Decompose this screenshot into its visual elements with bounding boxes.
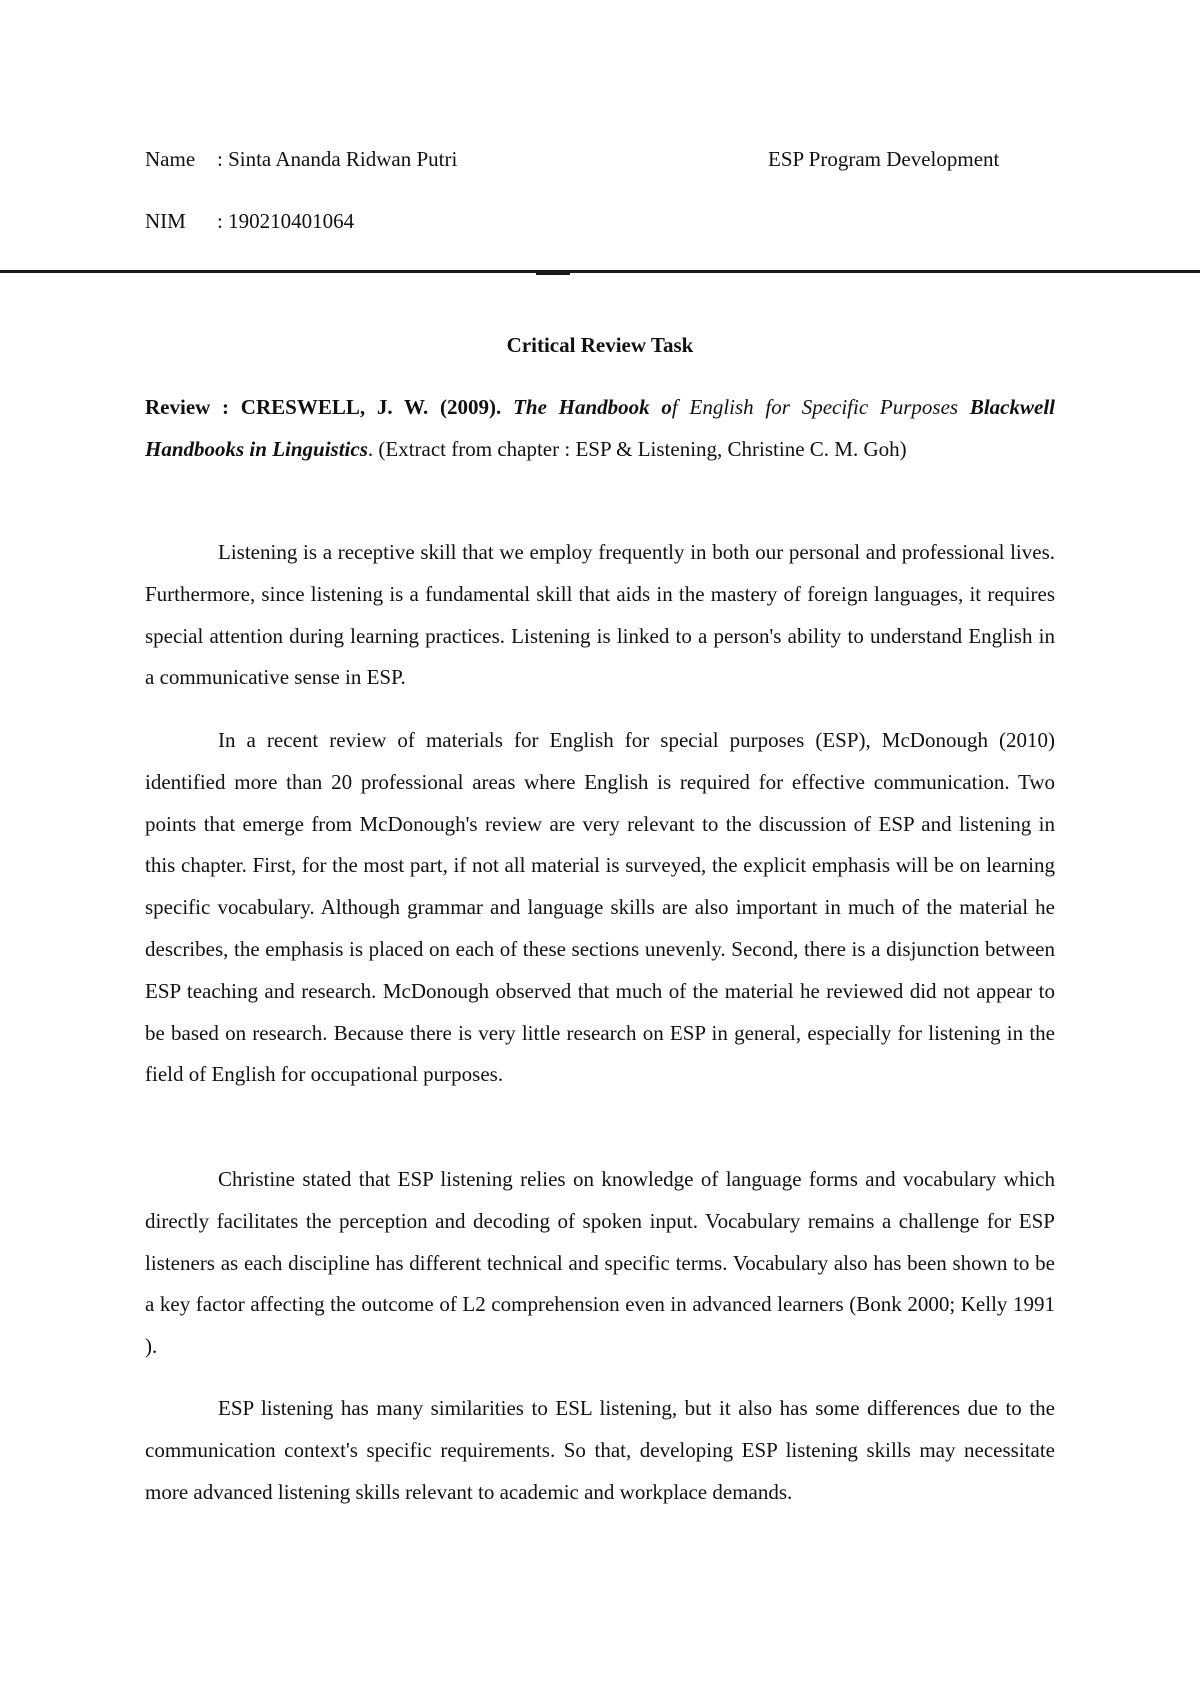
extract-note: . (Extract from chapter : ESP & Listening, Christine C. M. Goh) (367, 436, 907, 461)
name-line (145, 145, 457, 173)
nim-line (145, 207, 354, 235)
page-title: Critical Review Task (506, 333, 694, 357)
review-citation (145, 387, 1055, 471)
series-title: Blackwell Handbooks in Linguistics (145, 395, 1056, 461)
header-divider-mark (536, 273, 570, 275)
nim-label: NIM (145, 209, 186, 233)
student-nim: : 190210401064 (217, 209, 355, 233)
paragraph-2: In a recent review of materials for English for special purposes (ESP), McDonough (2010) identified more than 20 professional areas where English is required for effective communication. Two points that emerge from McDonough's review are very relevant to the discussion of ESP and listening in this chapter. First, for the most part, if not all material is surveyed, the explicit emphasis will be on learning specific vocabulary. Although grammar and language skills are also important in much of the material he describes, the emphasis is placed on each of these sections unevenly. Second, there is a disjunction between ESP teaching and research. McDonough observed that much of the material he reviewed did not appear to be based on research. Because there is very little research on ESP in general, especially for listening in the field of English for occupational purposes. (145, 728, 1055, 1087)
student-name: : Sinta Ananda Ridwan Putri (217, 147, 458, 171)
course-title: ESP Program Development (768, 147, 1000, 171)
name-label: Name (145, 147, 196, 171)
review-prefix: Review : CRESWELL, J. W. (2009). (145, 395, 502, 419)
book-title-italic: f English for Specific Purposes (671, 395, 959, 419)
paragraph-3: Christine stated that ESP listening relies on knowledge of language forms and vocabulary which directly facilitates the perception and decoding of spoken input. Vocabulary remains a challenge for ESP listeners as each discipline has different technical and specific terms. Vocabulary also has been shown to be a key factor affecting the outcome of L2 comprehension even in advanced learners (Bonk 2000; Kelly 1991 ). (145, 1167, 1055, 1359)
book-title-bold: The Handbook o (513, 395, 672, 419)
header-divider (0, 270, 1200, 273)
paragraph-1: Listening is a receptive skill that we employ frequently in both our personal and professional lives. Furthermore, since listening is a fundamental skill that aids in the mastery of foreign languages, it requires special attention during learning practices. Listening is linked to a person's ability to understand English in a communicative sense in ESP. (145, 540, 1055, 690)
paragraph-4: ESP listening has many similarities to ESL listening, but it also has some differences due to the communication context's specific requirements. So that, developing ESP listening skills may necessitate more advanced listening skills relevant to academic and workplace demands. (145, 1396, 1055, 1504)
